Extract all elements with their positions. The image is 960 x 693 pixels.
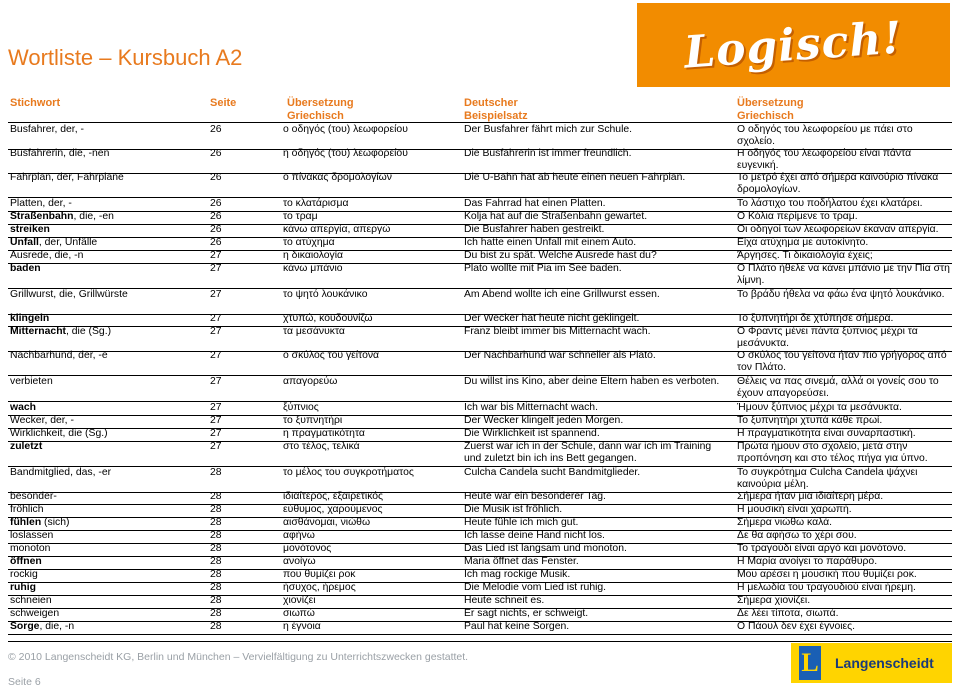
row-example-greek: Οι οδηγοί των λεωφορείων έκαναν απεργία. [737, 224, 939, 235]
row-example-greek: Σήμερα χιονίζει. [737, 595, 811, 606]
row-word: schneien [10, 595, 52, 606]
row-word: Wirklichkeit, die (Sg.) [10, 428, 108, 439]
row-example-greek: Είχα ατύχημα με αυτοκίνητο. [737, 237, 869, 248]
row-page: 27 [210, 313, 222, 324]
row-page: 26 [210, 224, 222, 235]
row-example-greek: Ο Πλάτο ήθελε να κάνει μπάνιο με την Πία στη λίμνη. [737, 263, 950, 286]
row-example-greek: Η μουσική είναι χαρωπή. [737, 504, 852, 515]
row-word: verbieten [10, 376, 53, 387]
footer-divider [8, 641, 952, 642]
row-example: Ich mag rockige Musik. [464, 569, 571, 580]
header-seite: Seite [210, 97, 237, 109]
row-page: 28 [210, 543, 222, 554]
row-word-bold: ruhig [10, 582, 36, 593]
row-greek: κάνω απεργία, απεργώ [283, 224, 391, 235]
row-example: Kolja hat auf die Straßenbahn gewartet. [464, 211, 648, 222]
row-word-bold: wach [10, 402, 36, 413]
row-page: 27 [210, 415, 222, 426]
row-word: Wecker, der, - [10, 415, 74, 426]
row-greek: χιονίζει [283, 595, 316, 606]
row-example-greek: Δε θα αφήσω το χέρι σου. [737, 530, 857, 541]
row-example: Der Wecker klingelt jeden Morgen. [464, 415, 624, 426]
row-page: 27 [210, 350, 222, 361]
row-word-rest: (sich) [41, 517, 70, 528]
logo-text: Logisch! [682, 11, 905, 79]
row-word: besonder- [10, 491, 57, 502]
row-word [10, 556, 42, 568]
row-page: 27 [210, 250, 222, 261]
row-page: 28 [210, 608, 222, 619]
row-example: Franz bleibt immer bis Mitternacht wach. [464, 326, 651, 337]
row-example-greek: Ο σκύλος του γείτονα ήταν πιο γρήγορος από τον Πλάτο. [737, 350, 947, 373]
row-example: Plato wollte mit Pia im See baden. [464, 263, 622, 274]
row-word [10, 211, 114, 223]
row-example: Heute fühle ich mich gut. [464, 517, 579, 528]
header-uebersetzung-satz: Übersetzung Griechisch [737, 97, 804, 122]
row-word: Busfahrerin, die, -nen [10, 148, 110, 159]
row-greek: στο τέλος, τελικά [283, 441, 360, 452]
row-example-greek: Το συγκρότημα Culcha Candela ψάχνει καινούρια μέλη. [737, 467, 918, 490]
row-page: 28 [210, 491, 222, 502]
row-example-greek: Θέλεις να πας σινεμά, αλλά οι γονείς σου το έχουν απαγορεύσει. [737, 376, 939, 399]
row-greek: αισθάνομαι, νιώθω [283, 517, 371, 528]
langenscheidt-mark: L [799, 646, 821, 680]
header-stichwort: Stichwort [10, 97, 61, 109]
row-word [10, 582, 36, 594]
row-example-greek: Μου αρέσει η μουσική που θυμίζει ροκ. [737, 569, 917, 580]
row-example: Die Busfahrer haben gestreikt. [464, 224, 605, 235]
row-word-bold: öffnen [10, 556, 42, 567]
row-example-greek: Ήμουν ξύπνιος μέχρι τα μεσάνυκτα. [737, 402, 902, 413]
row-page: 28 [210, 517, 222, 528]
row-page: 28 [210, 569, 222, 580]
row-word: schweigen [10, 608, 60, 619]
row-example-greek: Το τραγούδι είναι αργό και μονότονο. [737, 543, 907, 554]
row-word: Ausrede, die, -n [10, 250, 84, 261]
row-word: rockig [10, 569, 38, 580]
row-page: 28 [210, 556, 222, 567]
row-word-bold: baden [10, 263, 41, 274]
row-example: Ich war bis Mitternacht wach. [464, 402, 598, 413]
row-example: Ich lasse deine Hand nicht los. [464, 530, 605, 541]
row-example: Die U-Bahn hat ab heute einen neuen Fahrplan. [464, 172, 686, 183]
row-greek: η οδηγός (του) λεωφορείου [283, 148, 408, 159]
row-page: 26 [210, 148, 222, 159]
row-word: monoton [10, 543, 51, 554]
row-word [10, 263, 41, 275]
row-greek: το ψητό λουκάνικο [283, 289, 368, 300]
copyright-notice: © 2010 Langenscheidt KG, Berlin und München – Vervielfältigung zu Unterrichtszwecken gestattet. [8, 651, 469, 663]
row-example: Maria öffnet das Fenster. [464, 556, 579, 567]
row-page: 27 [210, 376, 222, 387]
row-word [10, 441, 42, 453]
row-greek: η πραγματικότητα [283, 428, 365, 439]
row-example-greek: Το μετρό έχει από σήμερα καινούριο πίνακα δρομολογίων. [737, 172, 939, 195]
row-word: Bandmitglied, das, -er [10, 467, 112, 478]
row-page: 28 [210, 595, 222, 606]
row-example: Zuerst war ich in der Schule, dann war ich im Training und zuletzt bin ich ins Bett gegangen. [464, 441, 712, 464]
row-example-greek: Το βράδυ ήθελα να φάω ένα ψητό λουκάνικο. [737, 289, 945, 300]
page-title: Wortliste – Kursbuch A2 [8, 45, 243, 70]
row-word: Fahrplan, der, Fahrpläne [10, 172, 124, 183]
header-rule [8, 122, 952, 123]
langenscheidt-logo [791, 643, 952, 683]
row-example: Das Fahrrad hat einen Platten. [464, 198, 606, 209]
row-example-greek: Το λάστιχο του ποδήλατου έχει κλατάρει. [737, 198, 923, 209]
row-example: Paul hat keine Sorgen. [464, 621, 570, 632]
row-word [10, 224, 50, 236]
row-example-greek: Η Μαρία ανοίγει το παράθυρο. [737, 556, 878, 567]
row-word-bold: fühlen [10, 517, 42, 528]
row-example: Die Wirklichkeit ist spannend. [464, 428, 600, 439]
row-page: 26 [210, 198, 222, 209]
row-example-greek: Ο Πάουλ δεν έχει έγνοιες. [737, 621, 856, 632]
row-example-greek: Σήμερα νιώθω καλά. [737, 517, 833, 528]
row-word: loslassen [10, 530, 54, 541]
row-greek: ανοίγω [283, 556, 316, 567]
row-word: Grillwurst, die, Grillwürste [10, 289, 128, 300]
row-word-rest: , der, Unfälle [38, 237, 98, 248]
row-greek: αφήνω [283, 530, 315, 541]
row-word: Nachbarhund, der, -e [10, 350, 108, 361]
row-example-greek: Πρώτα ήμουν στο σχολείο, μετά στην προπόνηση και στο τέλος πήγα για ύπνο. [737, 441, 928, 464]
row-example-greek: Ο οδηγός του λεωφορείου με πάει στο σχολείο. [737, 124, 913, 147]
row-example-greek: Το ξυπνητήρι χτυπά κάθε πρωί. [737, 415, 883, 426]
row-page: 28 [210, 621, 222, 632]
row-word: Platten, der, - [10, 198, 72, 209]
row-greek: ξύπνιος [283, 402, 319, 413]
row-word-bold: Unfall [10, 237, 39, 248]
row-page: 26 [210, 124, 222, 135]
publisher-name: Langenscheidt [835, 655, 934, 671]
row-greek: το τραμ [283, 211, 318, 222]
row-example: Der Busfahrer fährt mich zur Schule. [464, 124, 633, 135]
row-page: 28 [210, 530, 222, 541]
row-word [10, 621, 74, 633]
header-uebersetzung: Übersetzung Griechisch [287, 97, 354, 122]
row-page: 28 [210, 582, 222, 593]
row-greek: χτυπώ, κουδουνίζω [283, 313, 373, 324]
row-word-rest: , die (Sg.) [66, 326, 112, 337]
row-greek: που θυμίζει ροκ [283, 569, 356, 580]
row-example-greek: Το ξυπνητήρι δε χτύπησε σήμερα. [737, 313, 894, 324]
row-example-greek: Άργησες. Τι δικαιολογία έχεις; [737, 250, 873, 261]
row-example: Am Abend wollte ich eine Grillwurst essen. [464, 289, 660, 300]
row-example: Er sagt nichts, er schweigt. [464, 608, 589, 619]
row-page: 27 [210, 263, 222, 274]
row-example-greek: Η πραγματικότητα είναι συναρπαστική. [737, 428, 916, 439]
row-page: 26 [210, 237, 222, 248]
row-greek: ο σκύλος του γείτονα [283, 350, 380, 361]
row-word-bold: klingeln [10, 313, 50, 324]
row-page: 28 [210, 467, 222, 478]
row-word: Busfahrer, der, - [10, 124, 84, 135]
row-example-greek: Η μελωδία του τραγουδιού είναι ήρεμη. [737, 582, 916, 593]
row-greek: απαγορεύω [283, 376, 338, 387]
row-example: Der Wecker hat heute nicht geklingelt. [464, 313, 640, 324]
row-greek: η δικαιολογία [283, 250, 344, 261]
row-greek: τα μεσάνυκτα [283, 326, 345, 337]
row-greek: μονότονος [283, 543, 332, 554]
row-greek: ο οδηγός (του) λεωφορείου [283, 124, 408, 135]
row-example: Der Nachbarhund war schneller als Plato. [464, 350, 656, 361]
row-word [10, 237, 97, 249]
row-page: 27 [210, 428, 222, 439]
header-beispielsatz: Deutscher Beispielsatz [464, 97, 528, 122]
row-example: Heute war ein besonderer Tag. [464, 491, 606, 502]
row-page: 26 [210, 211, 222, 222]
row-page: 26 [210, 172, 222, 183]
row-example-greek: Η οδηγός του λεωφορείου είναι πάντα ευγενική. [737, 148, 912, 171]
row-word-bold: streiken [10, 224, 50, 235]
row-example: Das Lied ist langsam und monoton. [464, 543, 627, 554]
row-word-bold: Straßenbahn [10, 211, 74, 222]
row-page: 27 [210, 402, 222, 413]
row-page: 27 [210, 326, 222, 337]
row-word-rest: , die, -n [39, 621, 75, 632]
row-page: 27 [210, 441, 222, 452]
row-word [10, 402, 36, 414]
row-word [10, 326, 111, 338]
row-word [10, 517, 69, 529]
row-word-bold: Sorge [10, 621, 40, 632]
row-page: 27 [210, 289, 222, 300]
row-greek: το μέλος του συγκροτήματος [283, 467, 414, 478]
row-greek: η έγνοια [283, 621, 321, 632]
row-page: 28 [210, 504, 222, 515]
row-greek: σιωπώ [283, 608, 315, 619]
row-greek: κάνω μπάνιο [283, 263, 343, 274]
logisch-logo [637, 3, 950, 87]
row-word: fröhlich [10, 504, 44, 515]
row-example: Die Musik ist fröhlich. [464, 504, 563, 515]
row-example: Du bist zu spät. Welche Ausrede hast du? [464, 250, 657, 261]
row-greek: εύθυμος, χαρούμενος [283, 504, 383, 515]
row-word [10, 313, 49, 325]
row-example: Culcha Candela sucht Bandmitglieder. [464, 467, 641, 478]
row-greek: το ατύχημα [283, 237, 335, 248]
row-example-greek: Ο Φραντς μένει πάντα ξύπνιος μέχρι τα μεσάνυκτα. [737, 326, 918, 349]
row-example: Du willst ins Kino, aber deine Eltern haben es verboten. [464, 376, 720, 387]
row-greek: ο πίνακας δρομολογίων [283, 172, 392, 183]
row-word-rest: , die, -en [73, 211, 114, 222]
row-word-bold: zuletzt [10, 441, 43, 452]
row-example-greek: Σήμερα ήταν μια ιδιαίτερη μέρα. [737, 491, 884, 502]
row-example: Ich hatte einen Unfall mit einem Auto. [464, 237, 637, 248]
page-number: Seite 6 [8, 676, 41, 688]
row-greek: το κλατάρισμα [283, 198, 349, 209]
row-greek: ήσυχος, ήρεμος [283, 582, 356, 593]
row-word-bold: Mitternacht [10, 326, 66, 337]
row-greek: ιδιαίτερος, εξαιρετικός [283, 491, 384, 502]
row-example: Die Melodie vom Lied ist ruhig. [464, 582, 607, 593]
row-rule [8, 634, 952, 635]
row-example-greek: Ο Κόλια περίμενε το τραμ. [737, 211, 858, 222]
row-example: Die Busfahrerin ist immer freundlich. [464, 148, 632, 159]
row-example: Heute schneit es. [464, 595, 545, 606]
row-greek: το ξυπνητήρι [283, 415, 343, 426]
row-example-greek: Δε λέει τίποτα, σιωπά. [737, 608, 839, 619]
